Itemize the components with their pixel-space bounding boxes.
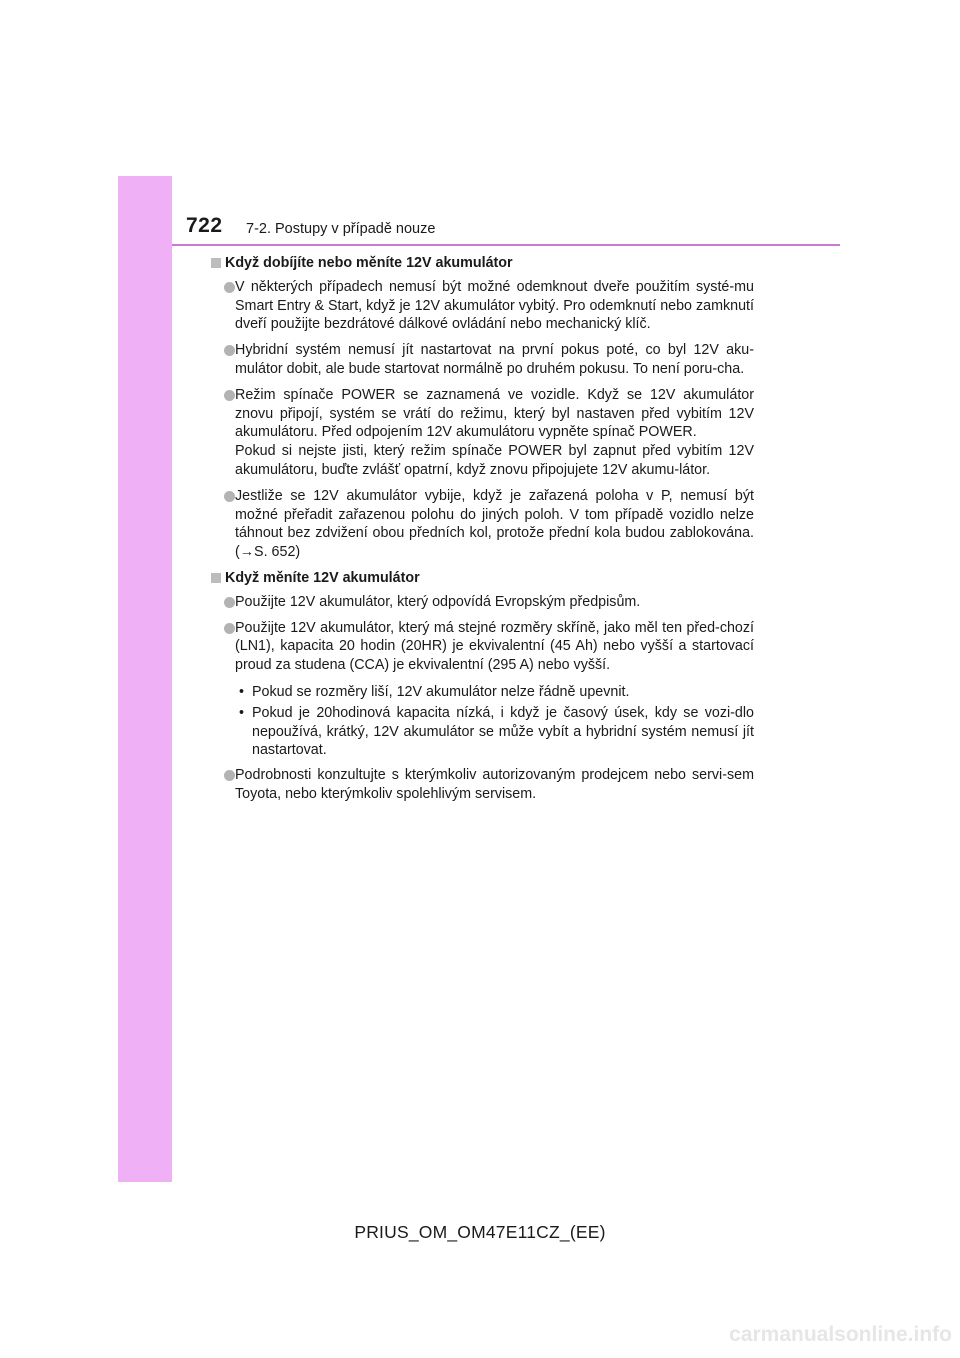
circle-bullet-icon <box>224 597 235 608</box>
page-header <box>172 214 840 246</box>
list-item <box>210 593 754 612</box>
section-heading-text: Když měníte 12V akumulátor <box>225 569 420 586</box>
circle-bullet-icon <box>224 390 235 401</box>
paragraph: Použijte 12V akumulátor, který má stejné rozměry skříně, jako měl ten před-chozí (LN1), kapacita 20 hodin (20HR) je ekvivalentní (45 Ah) nebo vyšší a startovací proud za studena (CCA) je ekvivalentní (295 A) nebo vyšší. <box>235 619 754 674</box>
list-item <box>210 341 754 379</box>
section-heading <box>210 569 754 588</box>
paragraph: Hybridní systém nemusí jít nastartovat na první pokus poté, co byl 12V aku-mulátor dobit, ale bude startovat normálně po druhém pokusu. To není poru-cha. <box>235 342 754 377</box>
square-bullet-icon <box>211 573 221 583</box>
circle-bullet-icon <box>224 282 235 293</box>
page-content <box>210 254 754 811</box>
sub-list-item <box>210 704 754 760</box>
list-item <box>210 619 754 675</box>
paragraph: Pokud si nejste jisti, který režim spínače POWER byl zapnut před vybitím 12V akumulátoru, buďte zvlášť opatrní, když znovu připojujete 12V akumu-látor. <box>235 443 754 478</box>
sub-list-item <box>210 683 754 702</box>
section-title: 7-2. Postupy v případě nouze <box>246 221 436 237</box>
list-item <box>210 487 754 562</box>
list-item <box>210 766 754 804</box>
sub-list-text: Pokud se rozměry liší, 12V akumulátor nelze řádně upevnit. <box>252 683 630 700</box>
circle-bullet-icon <box>224 623 235 634</box>
sub-list <box>210 683 754 760</box>
circle-bullet-icon <box>224 770 235 781</box>
dot-bullet-icon: • <box>239 683 245 700</box>
list-item <box>210 278 754 334</box>
circle-bullet-icon <box>224 491 235 502</box>
footer-doc-code: PRIUS_OM_OM47E11CZ_(EE) <box>354 1222 606 1242</box>
page-number: 722 <box>186 214 223 237</box>
sub-list-text: Pokud je 20hodinová kapacita nízká, i když je časový úsek, kdy se vozi-dlo nepoužívá, krátký, 12V akumulátor se může vybít a hybridní systém nemusí jít nastartovat. <box>252 704 754 759</box>
side-band <box>118 176 172 1182</box>
header-rule <box>172 244 840 246</box>
section-heading <box>210 254 754 273</box>
section-heading-text: Když dobíjíte nebo měníte 12V akumulátor <box>225 255 513 271</box>
watermark: carmanualsonline.info <box>729 1323 952 1346</box>
paragraph: V některých případech nemusí být možné odemknout dveře použitím systé-mu Smart Entry & Start, když je 12V akumulátor vybitý. Pro odemknutí nebo zamknutí dveří použijte bezdrátové dálkové ovládání nebo mechanický klíč. <box>235 278 754 333</box>
paragraph: Režim spínače POWER se zaznamená ve vozidle. Když se 12V akumulátor znovu připojí, systém se vrátí do režimu, který byl nastaven před vybitím 12V akumulátoru. Před odpojením 12V akumulátoru vypněte spínač POWER. <box>235 386 754 441</box>
paragraph: Jestliže se 12V akumulátor vybije, když je zařazená poloha v P, nemusí být možné přeřadit zařazenou polohu do jiných poloh. V tom případě vozidlo nelze táhnout bez zdvižení obou předních kol, protože přední kola budou zablokována. (→S. 652) <box>235 487 754 561</box>
paragraph: Použijte 12V akumulátor, který odpovídá Evropským předpisům. <box>235 593 641 610</box>
dot-bullet-icon: • <box>239 704 245 721</box>
circle-bullet-icon <box>224 345 235 356</box>
square-bullet-icon <box>211 258 221 268</box>
list-item <box>210 386 754 480</box>
paragraph: Podrobnosti konzultujte s kterýmkoliv autorizovaným prodejcem nebo servi-sem Toyota, nebo kterýmkoliv spolehlivým servisem. <box>235 767 754 802</box>
